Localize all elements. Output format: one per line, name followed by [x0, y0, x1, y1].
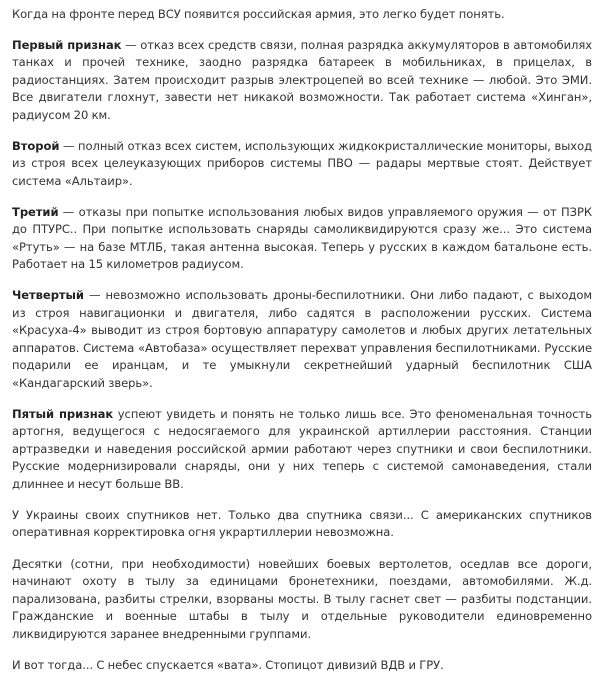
paragraph-third-sign: [12, 204, 592, 274]
intro-paragraph: Когда на фронте перед ВСУ появится российская армия, это легко будет понять.: [12, 7, 505, 21]
paragraph-fourth-sign: [12, 287, 592, 392]
text-first-sign: — отказ всех средств связи, полная разрядка аккумуляторов в автомобилях танках и прочей технике, заодно разрядка батареек в мобильниках, в прицелах, в радиостанциях. Затем происходит разрыв электроцепей во всей технике — любой. Это ЭМИ. Все двигатели глохнут, завести нет никакой возможности. Так работает система «Хинган», радиусом 20 км.: [12, 37, 592, 122]
lead-fourth-sign: Четвертый: [12, 288, 84, 303]
paragraph-satellites: У Украины своих спутников нет. Только два спутника связи... С американских спутников оперативная корректировка огня украртиллерии невозможна.: [12, 507, 592, 540]
paragraph-second-sign: [12, 138, 592, 191]
text-third-sign: — отказы при попытке использования любых видов управляемого оружия — от ПЗРК до ПТУРС.. При попытке использовать снаряды самоликвидируются сразу же... Это система «Ртуть» — на базе МТЛБ, такая антенна высокая. Теперь у русских в каждом батальоне есть. Работает на 15 километров радиусом.: [12, 204, 592, 272]
lead-second-sign: Второй: [12, 138, 60, 153]
text-fifth-sign: успеют увидеть и понять не только лишь все. Это феноменальная точность артогня, ведущегося с недосягаемого для украинской артиллерии расстояния. Станции артразведки и наведения российской армии работают через спутники и свои беспилотники. Русские модернизировали снаряды, они у них теперь с системой самонаведения, стали длиннее и несут больше ВВ.: [12, 406, 592, 491]
paragraph-conclusion: И вот тогда... С небес спускается «вата». Стопицот дивизий ВДВ и ГРУ.: [12, 657, 444, 672]
paragraph-helicopters: Десятки (сотни, при необходимости) новейших боевых вертолетов, оседлав все дороги, начинают охоту в тылу за единицами бронетехники, поездами, автомобилями. Ж.д. парализована, разбиты стрелки, взорваны мосты. В тылу гаснет свет — разбиты подстанции. Гражданские и военные штабы в тылу и отдельные руководители единовременно ликвидируются заранее внедренными группами.: [12, 556, 592, 641]
paragraph-fifth-sign: [12, 406, 592, 494]
lead-first-sign: Первый признак: [12, 37, 122, 52]
text-fourth-sign: — невозможно использовать дроны-беспилотники. Они либо падают, с выходом из строя навигационки и двигателя, либо садятся в расположении русских. Система «Красуха-4» выводит из строя бортовую аппаратуру самолетов и любых других летательных аппаратов. Система «Автобаза» осуществляет перехват управления беспилотниками. Русские подарили ее иранцам, и те умыкнули секретнейший ударный беспилотник США «Кандагарский зверь».: [12, 288, 592, 390]
text-second-sign: — полный отказ всех систем, использующих жидкокристаллические мониторы, выход из строя всех целеуказующих приборов системы ПВО — радары мертвые стоят. Действует система «Альтаир».: [12, 138, 592, 188]
lead-third-sign: Третий: [12, 204, 59, 219]
paragraph-first-sign: [12, 37, 592, 125]
lead-fifth-sign: Пятый признак: [12, 406, 114, 421]
